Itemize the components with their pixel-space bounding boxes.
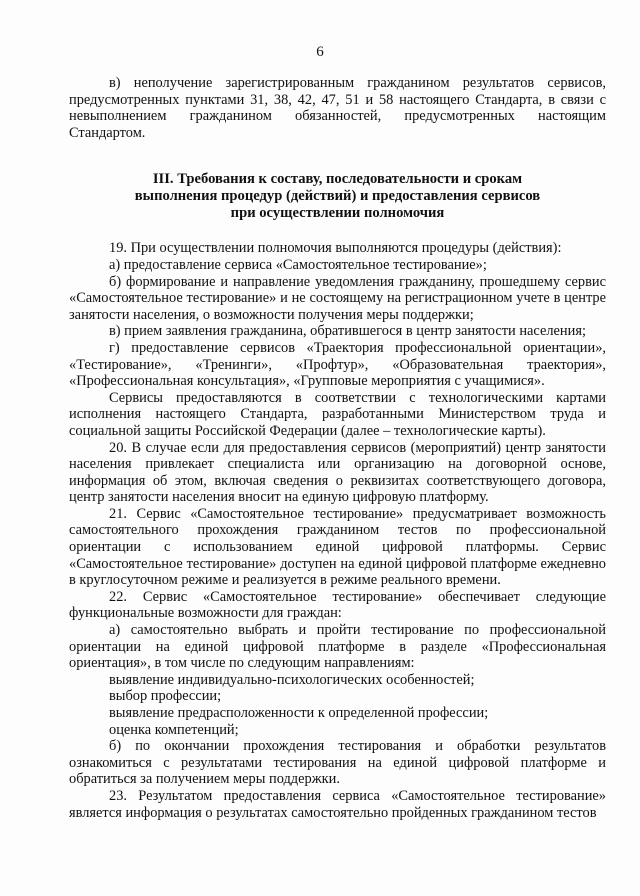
paragraph-19-b: б) формирование и направление уведомления гражданину, прошедшему сервис «Самостоятельное тестирование» и не состоящему на регистрационном учете в центре занятости населения, о возможности получения меры поддержки;	[69, 273, 606, 323]
document-body	[69, 75, 606, 821]
section-heading-line-2: выполнения процедур (действий) и предоставления сервисов	[134, 188, 541, 205]
paragraph-20: 20. В случае если для предоставления сервисов (мероприятий) центр занятости населения привлекает специалиста или организацию на договорной основе, информация об этом, включая сведения о реквизитах соответствующего договора, центр занятости населения вносит на единую цифровую платформу.	[69, 439, 606, 506]
paragraph-services-tech-cards: Сервисы предоставляются в соответствии с технологическими картами исполнения настоящего Стандарта, разработанными Министерством труда и социальной защиты Российской Федерации (далее – технологические карты).	[69, 389, 606, 439]
list-item-predisposition: выявление предрасположенности к определенной профессии;	[109, 705, 489, 721]
paragraph-v-nepoluchenie: в) неполучение зарегистрированным гражданином результатов сервисов, предусмотренных пунктами 31, 38, 42, 47, 51 и 58 настоящего Стандарта, в связи с невыполнением гражданином обязанностей, предусмотренных настоящим Стандартом.	[69, 75, 606, 141]
paragraph-19-g: г) предоставление сервисов «Траектория профессиональной ориентации», «Тестирование», «Тренинги», «Профтур», «Образовательная траектория», «Профессиональная консультация», «Групповые мероприятия с учащимися».	[69, 339, 606, 390]
paragraph-19: 19. При осуществлении полномочия выполняются процедуры (действия):	[109, 240, 562, 257]
paragraph-21: 21. Сервис «Самостоятельное тестирование» предусматривает возможность самостоятельного прохождения гражданином тестов по профессиональной ориентации с использованием единой цифровой платформы. Сервис «Самостоятельное тестирование» доступен на единой цифровой платформе ежедневно в круглосуточном режиме и реализуется в режиме реального времени.	[69, 505, 606, 589]
list-item-profession-choice: выбор профессии;	[109, 688, 222, 705]
section-heading-line-1: III. Требования к составу, последовательности и срокам	[152, 171, 523, 188]
paragraph-19-a: а) предоставление сервиса «Самостоятельное тестирование»;	[109, 256, 487, 273]
paragraph-22-a: а) самостоятельно выбрать и пройти тестирование по профессиональной ориентации на единой цифровой платформе в разделе «Профессиональная ориентация», в том числе по следующим направлениям:	[69, 622, 606, 672]
list-item-competence-assessment: оценка компетенций;	[109, 721, 239, 738]
paragraph-19-v: в) прием заявления гражданина, обратившегося в центр занятости населения;	[109, 323, 586, 340]
section-heading	[69, 171, 606, 222]
paragraph-22-b: б) по окончании прохождения тестирования и обработки результатов ознакомиться с результатами тестирования на единой цифровой платформе и обратиться за получением меры поддержки.	[69, 738, 606, 788]
list-item-individual-traits: выявление индивидуально-психологических особенностей;	[109, 671, 475, 688]
paragraph-22: 22. Сервис «Самостоятельное тестирование» обеспечивает следующие функциональные возможности для граждан:	[69, 588, 606, 622]
page-number: 6	[316, 44, 324, 60]
paragraph-23: 23. Результатом предоставления сервиса «Самостоятельное тестирование» является информация о результатах самостоятельно пройденных гражданином тестов	[69, 787, 606, 821]
section-heading-line-3: при осуществлении полномочия	[230, 205, 445, 222]
